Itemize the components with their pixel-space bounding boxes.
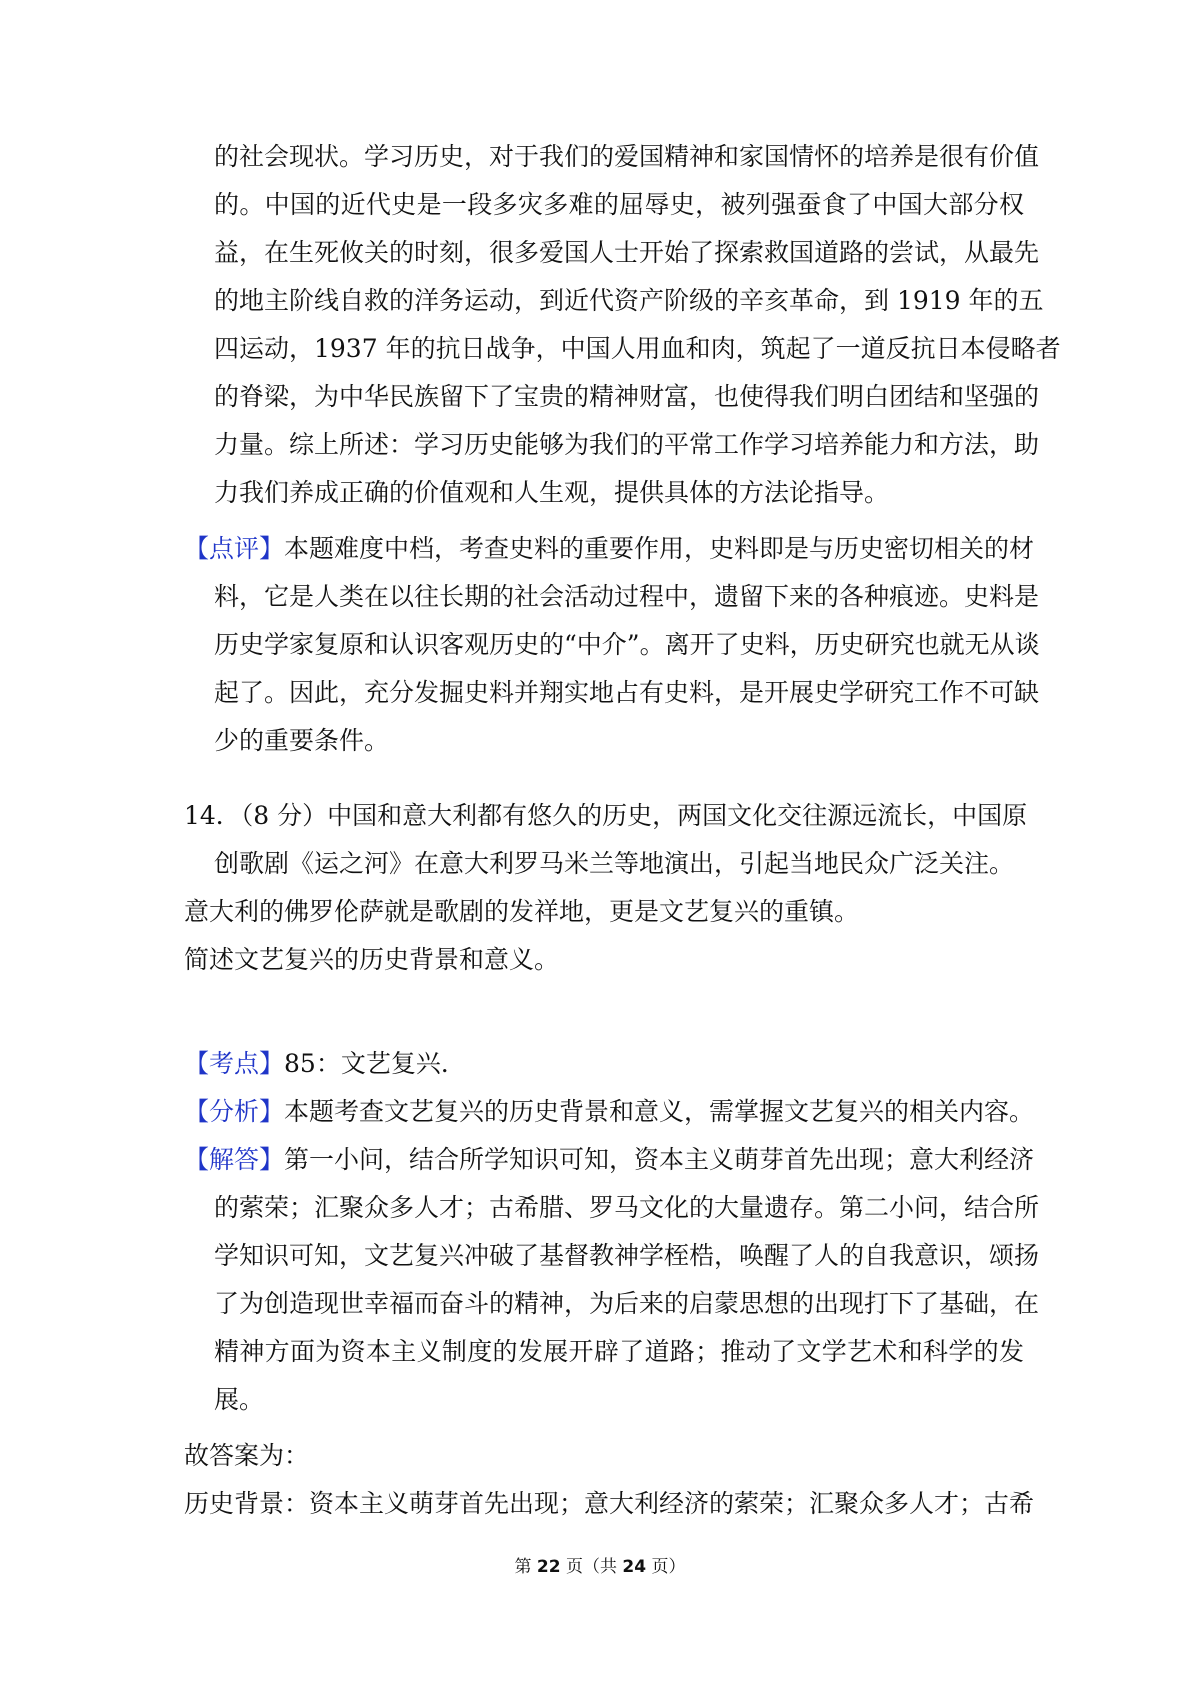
text-line: 精神方面为资本主义制度的发展开辟了道路；推动了文学艺术和科学的发 bbox=[214, 1337, 1024, 1366]
jieda-tag: 【解答】 bbox=[184, 1145, 285, 1174]
fenxi-text: 本题考查文艺复兴的历史背景和意义，需掌握文艺复兴的相关内容。 bbox=[284, 1097, 1035, 1126]
text-line: 料，它是人类在以往长期的社会活动过程中，遗留下来的各种痕迹。史料是 bbox=[214, 582, 1040, 611]
answer-section bbox=[184, 1432, 1035, 1528]
text-line: 的脊梁，为中华民族留下了宝贵的精神财富，也使得我们明白团结和坚强的 bbox=[214, 382, 1040, 411]
text-line: 的萦荣；汇聚众多人才；古希腊、罗马文化的大量遗存。第二小问，结合所 bbox=[214, 1193, 1040, 1222]
text-line: 历史背景：资本主义萌芽首先出现；意大利经济的萦荣；汇聚众多人才；古希 bbox=[184, 1489, 1035, 1518]
text-line: 力我们养成正确的价值观和人生观，提供具体的方法论指导。 bbox=[214, 478, 890, 507]
question-line: 简述文艺复兴的历史背景和意义。 bbox=[184, 945, 560, 974]
kaodian-text: 85：文艺复兴． bbox=[284, 1049, 466, 1078]
text-line bbox=[184, 525, 1035, 573]
comment-first-line: 本题难度中档，考查史料的重要作用，史料即是与历史密切相关的材 bbox=[284, 534, 1035, 563]
explanation-continuation bbox=[184, 133, 1061, 517]
comment-tag: 【点评】 bbox=[184, 534, 285, 563]
text-line: 四运动，1937 年的抗日战争，中国人用血和肉，筑起了一道反抗日本侵略者 bbox=[214, 334, 1061, 363]
question-line: 14．（8 分）中国和意大利都有悠久的历史，两国文化交往源远流长，中国原 bbox=[184, 801, 1028, 830]
jieda-section bbox=[184, 1136, 1040, 1424]
question-14 bbox=[184, 792, 1028, 984]
text-line: 了为创造现世幸福而奋斗的精神，为后来的启蒙思想的出现打下了基础，在 bbox=[214, 1289, 1040, 1318]
text-line: 起了。因此，充分发掘史料并翔实地占有史料，是开展史学研究工作不可缺 bbox=[214, 678, 1040, 707]
footer-prefix: 第 bbox=[514, 1557, 532, 1577]
footer-middle: 页（共 bbox=[566, 1557, 617, 1577]
text-line bbox=[184, 1136, 1035, 1184]
footer-suffix: 页） bbox=[651, 1557, 686, 1577]
text-line: 的。中国的近代史是一段多灾多难的屈辱史，被列强蚕食了中国大部分权 bbox=[214, 190, 1024, 219]
comment-section bbox=[184, 525, 1040, 765]
text-line bbox=[184, 1040, 1024, 1088]
text-line: 益，在生死攸关的时刻，很多爱国人士开始了探索救国道路的尝试，从最先 bbox=[214, 238, 1040, 267]
text-line: 展。 bbox=[214, 1385, 265, 1414]
text-line: 故答案为： bbox=[184, 1441, 310, 1470]
text-line: 力量。综上所述：学习历史能够为我们的平常工作学习培养能力和方法，助 bbox=[214, 430, 1040, 459]
text-line: 少的重要条件。 bbox=[214, 726, 390, 755]
fenxi-tag: 【分析】 bbox=[184, 1097, 285, 1126]
question-line: 创歌剧《运之河》在意大利罗马米兰等地演出，引起当地民众广泛关注。 bbox=[214, 849, 1015, 878]
footer-total-pages: 24 bbox=[622, 1557, 647, 1577]
kaodian-tag: 【考点】 bbox=[184, 1049, 285, 1078]
text-line: 学知识可知，文艺复兴冲破了基督教神学桎梏，唤醒了人的自我意识，颂扬 bbox=[214, 1241, 1040, 1270]
jieda-first-line: 第一小问，结合所学知识可知，资本主义萌芽首先出现；意大利经济 bbox=[284, 1145, 1035, 1174]
text-line bbox=[184, 1088, 1035, 1136]
footer-page-number: 22 bbox=[536, 1557, 561, 1577]
fenxi-section bbox=[184, 1088, 1035, 1136]
page-footer bbox=[0, 1552, 1200, 1577]
text-line: 的社会现状。学习历史，对于我们的爱国精神和家国情怀的培养是很有价值 bbox=[214, 142, 1040, 171]
question-line: 意大利的佛罗伦萨就是歌剧的发祥地，更是文艺复兴的重镇。 bbox=[184, 897, 860, 926]
kaodian-section bbox=[184, 1040, 1024, 1088]
text-line: 的地主阶线自救的洋务运动，到近代资产阶级的辛亥革命，到 1919 年的五 bbox=[214, 286, 1044, 315]
text-line: 历史学家复原和认识客观历史的“中介”。离开了史料，历史研究也就无从谈 bbox=[214, 630, 1040, 659]
